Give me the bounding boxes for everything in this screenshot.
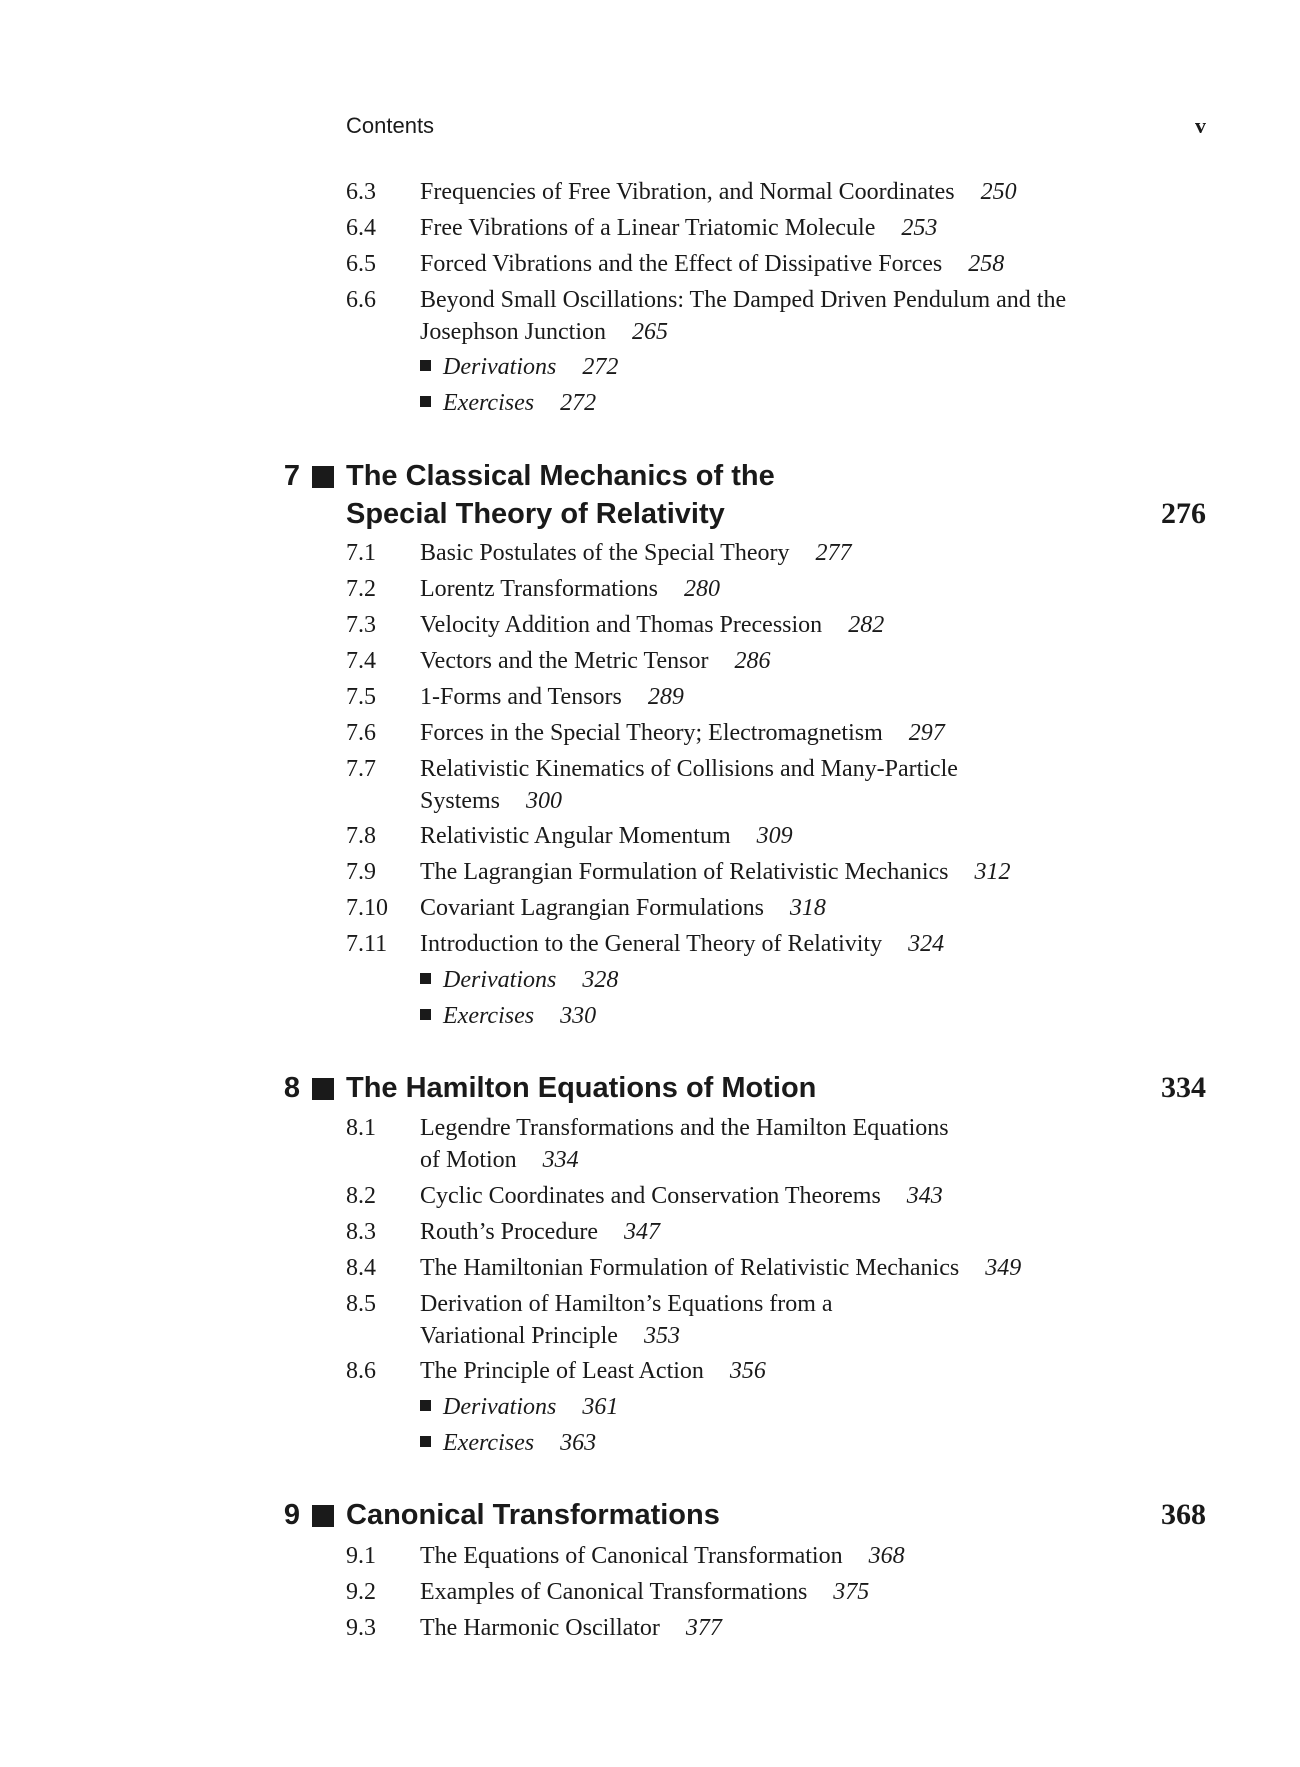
section-number: 8.6 [346, 1358, 376, 1384]
section-title: Examples of Canonical Transformations [420, 1579, 808, 1605]
section-page: 253 [901, 215, 938, 241]
square-bullet-icon [420, 360, 431, 371]
square-bullet-icon [420, 1436, 431, 1447]
section-page: 318 [789, 895, 826, 921]
section-title-line-1: Relativistic Kinematics of Collisions and Many-Particle [420, 756, 958, 782]
section-page: 363 [560, 1430, 597, 1456]
square-bullet-icon [312, 1505, 334, 1527]
section-number: 7.8 [346, 823, 376, 849]
chapter-page: 276 [1161, 497, 1206, 530]
section-title: Exercises [443, 1430, 535, 1456]
section-page: 312 [974, 859, 1011, 885]
section-number: 6.6 [346, 287, 376, 313]
section-number: 7.9 [346, 859, 376, 885]
section-title: 1-Forms and Tensors [420, 684, 622, 710]
section-title: Derivations [443, 354, 557, 380]
section-title-line-2: Systems [420, 788, 501, 814]
section-title: The Equations of Canonical Transformation [420, 1543, 843, 1569]
section-number: 6.4 [346, 215, 376, 241]
section-title: Velocity Addition and Thomas Precession [420, 612, 823, 638]
chapter-page: 334 [1161, 1071, 1206, 1104]
section-number: 7.1 [346, 540, 376, 566]
section-number: 6.3 [346, 179, 376, 205]
section-page: 353 [643, 1323, 680, 1349]
chapter-number: 9 [283, 1499, 300, 1531]
section-page: 258 [968, 251, 1005, 277]
section-title-line-1: Beyond Small Oscillations: The Damped Driven Pendulum and the [420, 287, 1067, 313]
section-number: 7.5 [346, 684, 376, 710]
section-page: 343 [906, 1183, 943, 1209]
section-number: 8.5 [346, 1291, 376, 1317]
chapter-title-line-2: Special Theory of Relativity [346, 498, 725, 530]
section-number: 7.3 [346, 612, 376, 638]
chapter-number: 7 [283, 460, 300, 492]
section-title-line-2: Josephson Junction [420, 319, 606, 345]
section-number: 7.11 [346, 931, 388, 957]
section-title-line-1: Legendre Transformations and the Hamilton Equations [420, 1115, 949, 1141]
section-page: 277 [815, 540, 852, 566]
section-page: 282 [848, 612, 885, 638]
section-number: 8.4 [346, 1255, 376, 1281]
chapter-title: Canonical Transformations [346, 1499, 720, 1531]
section-number: 9.3 [346, 1615, 376, 1641]
section-title: The Lagrangian Formulation of Relativistic Mechanics [420, 859, 949, 885]
chapter-page: 368 [1161, 1498, 1206, 1531]
section-page: 324 [908, 931, 945, 957]
section-page: 272 [560, 390, 597, 416]
section-page: 334 [542, 1147, 579, 1173]
section-title: Frequencies of Free Vibration, and Normal Coordinates [420, 179, 955, 205]
section-title: Vectors and the Metric Tensor [420, 648, 709, 674]
section-page: 347 [623, 1219, 660, 1245]
section-page: 280 [683, 576, 720, 602]
section-number: 9.2 [346, 1579, 376, 1605]
square-bullet-icon [312, 466, 334, 488]
section-number: 7.6 [346, 720, 376, 746]
section-title: Exercises [443, 390, 535, 416]
section-title: Derivations [443, 1394, 557, 1420]
section-number: 7.7 [346, 756, 376, 782]
chapter-number: 8 [283, 1072, 300, 1104]
section-title: Lorentz Transformations [420, 576, 658, 602]
square-bullet-icon [420, 1400, 431, 1411]
section-page: 289 [647, 684, 684, 710]
section-page: 272 [582, 354, 619, 380]
section-title: Exercises [443, 1003, 535, 1029]
section-title: Cyclic Coordinates and Conservation Theorems [420, 1183, 881, 1209]
section-number: 7.4 [346, 648, 376, 674]
square-bullet-icon [420, 973, 431, 984]
section-number: 8.2 [346, 1183, 376, 1209]
square-bullet-icon [312, 1078, 334, 1100]
chapter-title: The Hamilton Equations of Motion [346, 1072, 817, 1104]
section-title-line-2: Variational Principle [420, 1323, 618, 1349]
section-title: Covariant Lagrangian Formulations [420, 895, 764, 921]
section-title: Introduction to the General Theory of Relativity [420, 931, 883, 957]
section-title: Basic Postulates of the Special Theory [420, 540, 790, 566]
section-page: 377 [685, 1615, 722, 1641]
section-title-line-2: of Motion [420, 1147, 517, 1173]
section-page: 361 [582, 1394, 619, 1420]
section-page: 368 [868, 1543, 905, 1569]
section-number: 8.3 [346, 1219, 376, 1245]
section-title: The Harmonic Oscillator [420, 1615, 660, 1641]
section-title: Free Vibrations of a Linear Triatomic Molecule [420, 215, 876, 241]
section-page: 300 [526, 788, 563, 814]
section-page: 286 [734, 648, 771, 674]
section-page: 250 [980, 179, 1017, 205]
square-bullet-icon [420, 1009, 431, 1020]
section-page: 356 [729, 1358, 766, 1384]
section-number: 6.5 [346, 251, 376, 277]
section-page: 309 [756, 823, 793, 849]
section-title: Relativistic Angular Momentum [420, 823, 731, 849]
page-folio: v [1195, 113, 1206, 138]
section-title: Routh’s Procedure [420, 1219, 598, 1245]
section-title-line-1: Derivation of Hamilton’s Equations from a [420, 1291, 833, 1317]
section-page: 375 [833, 1579, 870, 1605]
section-title: The Hamiltonian Formulation of Relativistic Mechanics [420, 1255, 960, 1281]
running-head [346, 113, 1206, 143]
section-title: Derivations [443, 967, 557, 993]
section-page: 330 [560, 1003, 597, 1029]
section-page: 297 [908, 720, 945, 746]
section-number: 7.10 [346, 895, 388, 921]
running-title: Contents [346, 113, 435, 138]
section-page: 328 [582, 967, 619, 993]
chapter-title-line-1: The Classical Mechanics of the [346, 460, 775, 492]
section-title: The Principle of Least Action [420, 1358, 704, 1384]
section-number: 7.2 [346, 576, 376, 602]
square-bullet-icon [420, 396, 431, 407]
section-title: Forces in the Special Theory; Electromagnetism [420, 720, 883, 746]
section-number: 8.1 [346, 1115, 376, 1141]
section-page: 349 [985, 1255, 1022, 1281]
section-number: 9.1 [346, 1543, 376, 1569]
section-page: 265 [632, 319, 668, 345]
section-title: Forced Vibrations and the Effect of Dissipative Forces [420, 251, 943, 277]
